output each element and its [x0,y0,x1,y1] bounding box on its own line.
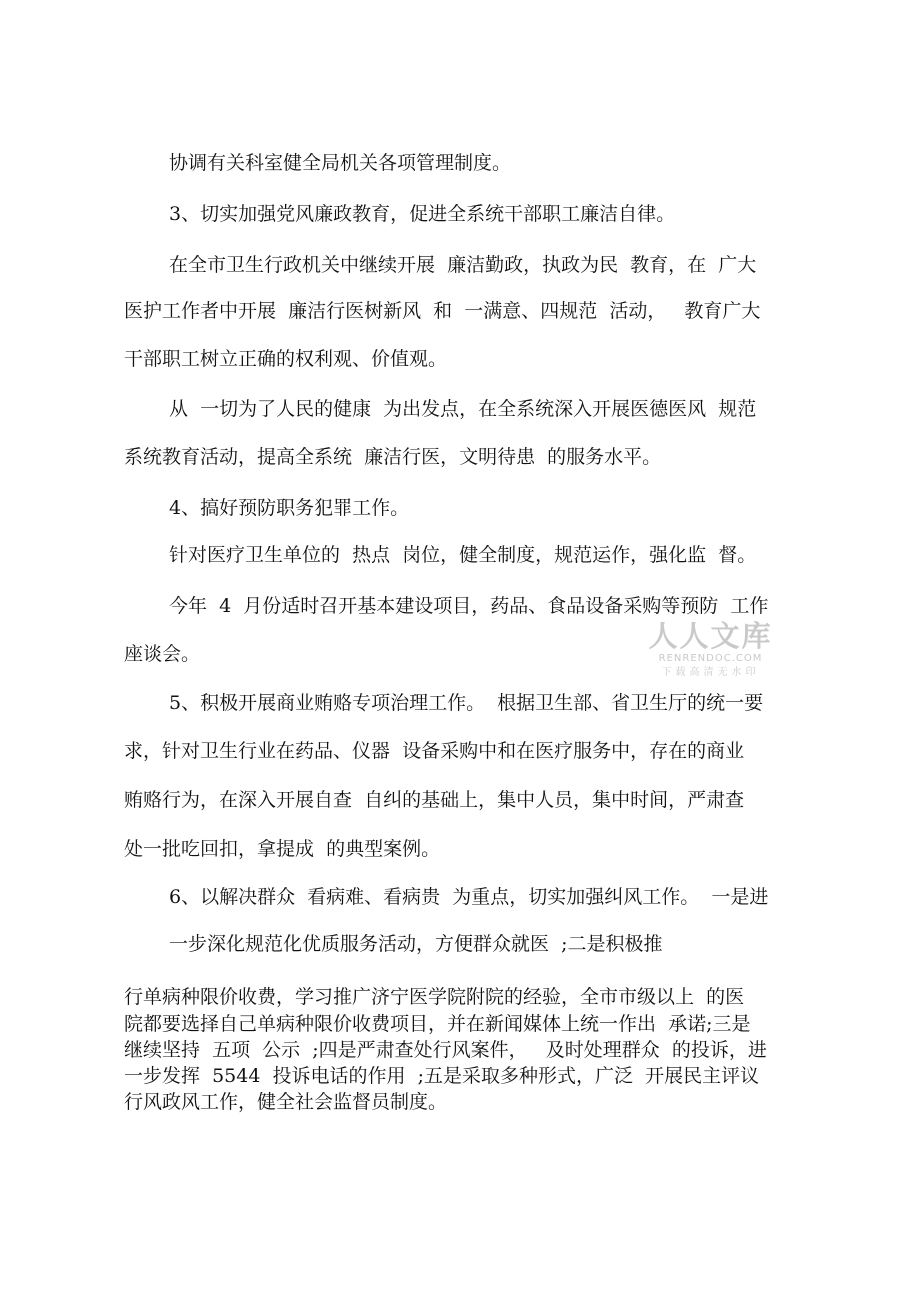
text-line: 在全市卫生行政机关中继续开展 廉洁勤政，执政为民 教育，在 广大 [169,254,757,276]
text-line: 一步深化规范化优质服务活动，方便群众就医 ;二是积极推 [169,933,663,955]
text-line: 协调有关科室健全局机关各项管理制度。 [169,152,512,174]
watermark-logo [643,620,778,680]
text-line: 贿赂行为，在深入开展自查 自纠的基础上，集中人员，集中时间，严肃查 [124,789,745,811]
text-line: 系统教育活动，提高全系统 廉洁行医，文明待患 的服务水平。 [124,446,662,468]
watermark-domain: RENRENDOC.COM [658,653,763,664]
text-line: 6、以解决群众 看病难、看病贵 为重点，切实加强纠风工作。 一是进 [169,886,769,908]
text-line: 继续坚持 五项 公示 ;四是严肃查处行风案件， 及时处理群众 的投诉，进 [124,1039,767,1061]
watermark-title: 人人文库 [648,619,773,653]
text-line: 求，针对卫生行业在药品、仪器 设备采购中和在医疗服务中，存在的商业 [124,740,745,762]
text-line: 行风政风工作，健全社会监督员制度。 [124,1091,448,1113]
text-line: 医护工作者中开展 廉洁行医树新风 和 一满意、四规范 活动， 教育广大 [124,300,761,322]
text-line: 座谈会。 [124,643,201,665]
text-line: 从 一切为了人民的健康 为出发点，在全系统深入开展医德医风 规范 [169,398,757,420]
text-line: 今年 4 月份适时召开基本建设项目，药品、食品设备采购等预防 工作 [169,595,769,617]
text-line: 院都要选择自己单病种限价收费项目，并在新闻媒体上统一作出 承诺;三是 [124,1013,751,1035]
text-line: 4、搞好预防职务犯罪工作。 [169,497,410,519]
text-line: 处一批吃回扣，拿提成 的典型案例。 [124,838,441,860]
text-line: 一步发挥 5544 投诉电话的作用 ;五是采取多种形式，广泛 开展民主评议 [124,1065,760,1087]
text-line: 行单病种限价收费，学习推广济宁医学院附院的经验，全市市级以上 的医 [124,986,745,1008]
text-line: 5、积极开展商业贿赂专项治理工作。 根据卫生部、省卫生厅的统一要 [169,692,764,714]
watermark-subtitle: 下载高清无水印 [661,667,760,678]
text-line: 干部职工树立正确的权利观、价值观。 [124,348,448,370]
text-line: 3、切实加强党风廉政教育，促进全系统干部职工廉洁自律。 [169,203,676,225]
text-line: 针对医疗卫生单位的 热点 岗位，健全制度，规范运作，强化监 督。 [169,544,757,566]
